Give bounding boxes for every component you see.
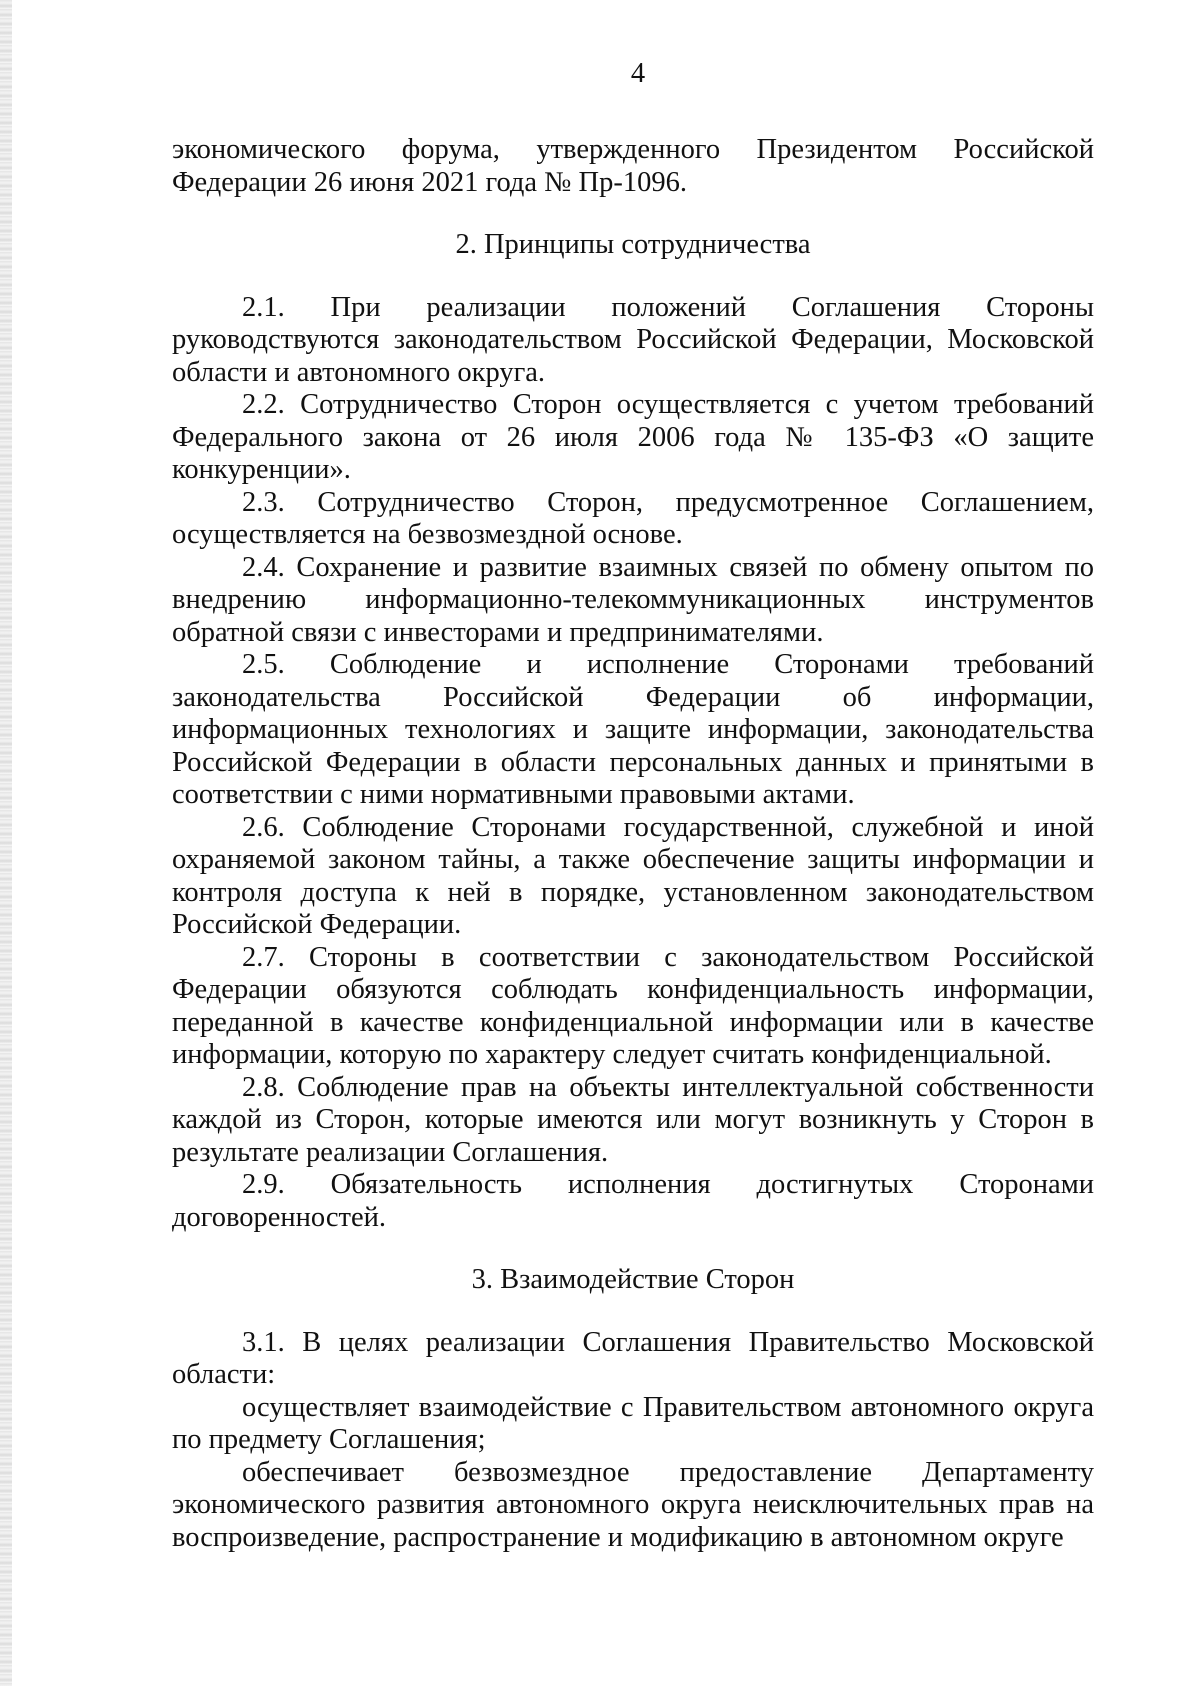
clause-3-1-item-1: осуществляет взаимодействие с Правительством автономного округа по предмету Соглашения; — [172, 1391, 1094, 1455]
page-number: 4 — [630, 58, 646, 89]
section-2-heading: 2. Принципы сотрудничества — [455, 229, 811, 260]
clause-2-2: 2.2. Сотрудничество Сторон осуществляется с учетом требований Федерального закона от 26 июля 2006 года № 135-ФЗ «О защите конкуренции». — [172, 389, 1094, 485]
clause-3-1: 3.1. В целях реализации Соглашения Правительство Московской области: — [172, 1326, 1094, 1390]
clause-2-1: 2.1. При реализации положений Соглашения Стороны руководствуются законодательством Российской Федерации, Московской области и автономного округа. — [172, 291, 1094, 388]
clause-2-8: 2.8. Соблюдение прав на объекты интеллектуальной собственности каждой из Сторон, которые имеются или могут возникнуть у Сторон в результате реализации Соглашения. — [172, 1071, 1094, 1168]
clause-3-1-item-2: обеспечивает безвозмездное предоставление Департаменту экономического развития автономного округа неисключительных прав на воспроизведение, распространение и модификацию в автономном округе — [172, 1456, 1094, 1553]
clause-2-5: 2.5. Соблюдение и исполнение Сторонами требований законодательства Российской Федерации об информации, информационных технологиях и защите информации, законодательства Российской Федерации в области персональных данных и принятыми в соответствии с ними нормативными правовыми актами. — [172, 649, 1094, 810]
document-body — [172, 134, 1094, 1554]
clause-2-6: 2.6. Соблюдение Сторонами государственной, служебной и иной охраняемой законом тайны, а также обеспечение защиты информации и контроля доступа к ней в порядке, установленном законодательством Российской Федерации. — [172, 811, 1094, 940]
intro-paragraph: экономического форума, утвержденного Президентом Российской Федерации 26 июня 2021 года № Пр-1096. — [172, 134, 1094, 198]
clause-2-3: 2.3. Сотрудничество Сторон, предусмотренное Соглашением, осуществляется на безвозмездной основе. — [172, 486, 1094, 550]
clause-2-7: 2.7. Стороны в соответствии с законодательством Российской Федерации обязуются соблюдать конфиденциальность информации, переданной в качестве конфиденциальной информации или в качестве информации, которую по характеру следует считать конфиденциальной. — [172, 941, 1094, 1070]
section-3-heading: 3. Взаимодействие Сторон — [471, 1264, 795, 1295]
scan-edge — [0, 0, 12, 1686]
clause-2-9: 2.9. Обязательность исполнения достигнутых Сторонами договоренностей. — [172, 1169, 1094, 1233]
clause-2-4: 2.4. Сохранение и развитие взаимных связей по обмену опытом по внедрению информационно-телекоммуникационных инструментов обратной связи с инвесторами и предпринимателями. — [172, 551, 1094, 648]
